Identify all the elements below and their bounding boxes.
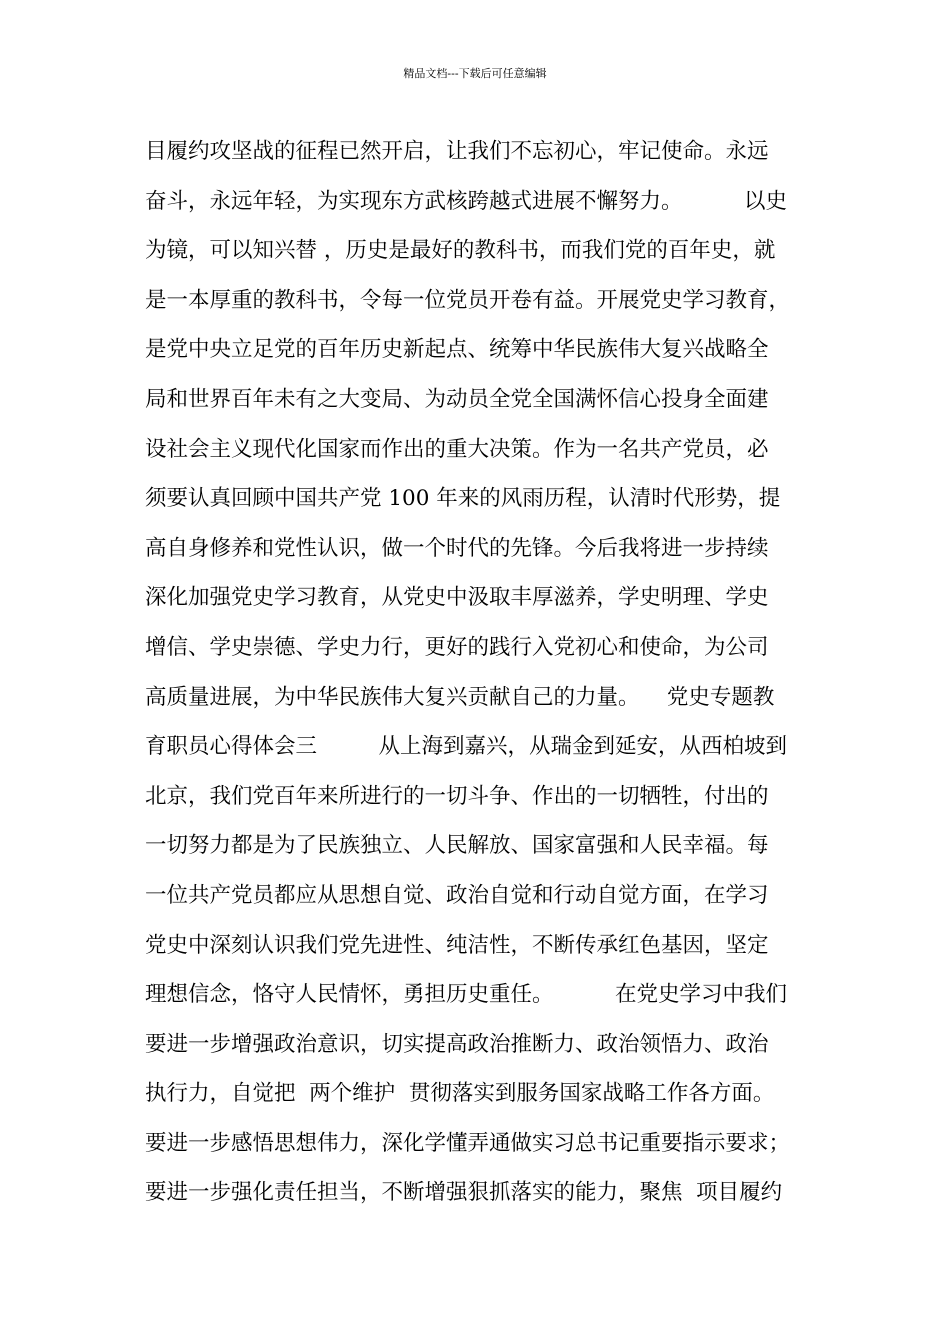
text-line: 一位共产党员都应从思想自觉、政治自觉和行动自觉方面，在学习: [145, 882, 769, 908]
text-line: 一切努力都是为了民族独立、人民解放、国家富强和人民幸福。每: [145, 833, 769, 859]
text-line: 是党中央立足党的百年历史新起点、统筹中华民族伟大复兴战略全: [145, 337, 769, 363]
text-line: 要进一步强化责任担当，不断增强狠抓落实的能力，聚焦 项目履约: [145, 1180, 783, 1206]
text-line: 局和世界百年未有之大变局、为动员全党全国满怀信心投身全面建: [145, 386, 769, 412]
text-line: 高质量进展，为中华民族伟大复兴贡献自己的力量。 党史专题教: [145, 684, 775, 710]
text-line: 执行力，自觉把 两个维护 贯彻落实到服务国家战略工作各方面。: [145, 1081, 775, 1107]
text-line: 要进一步增强政治意识，切实提高政治推断力、政治领悟力、政治: [145, 1031, 769, 1057]
document-body: [145, 134, 825, 1225]
text-line: 设社会主义现代化国家而作出的重大决策。作为一名共产党员，必: [145, 436, 769, 462]
page-header: 精品文档---下载后可任意编辑: [403, 67, 547, 80]
text-line: 为镜，可以知兴替 ，历史是最好的教科书，而我们党的百年史，就: [145, 238, 776, 264]
text-line: 增信、学史崇德、学史力行，更好的践行入党初心和使命，为公司: [145, 634, 769, 660]
text-line: 是一本厚重的教科书，令每一位党员开卷有益。开展党史学习教育，: [145, 287, 791, 313]
text-line: 理想信念，恪守人民情怀，勇担历史重任。 在党史学习中我们: [145, 982, 788, 1008]
text-line: 须要认真回顾中国共产党 100 年来的风雨历程，认清时代形势，提: [145, 486, 781, 512]
text-line: 奋斗，永远年轻，为实现东方武核跨越式进展不懈努力。 以史: [145, 188, 788, 214]
text-line: 党史中深刻认识我们党先进性、纯洁性，不断传承红色基因，坚定: [145, 932, 769, 958]
text-line: 高自身修养和党性认识，做一个时代的先锋。今后我将进一步持续: [145, 535, 769, 561]
text-line: 要进一步感悟思想伟力，深化学懂弄通做实习总书记重要指示要求；: [145, 1130, 791, 1156]
text-line: 深化加强党史学习教育，从党史中汲取丰厚滋养，学史明理、学史: [145, 585, 769, 611]
text-line: 育职员心得体会三 从上海到嘉兴，从瑞金到延安，从西柏坡到: [145, 734, 788, 760]
text-line: 目履约攻坚战的征程已然开启，让我们不忘初心，牢记使命。永远: [145, 139, 769, 164]
text-line: 北京，我们党百年来所进行的一切斗争、作出的一切牺牲，付出的: [145, 783, 769, 809]
